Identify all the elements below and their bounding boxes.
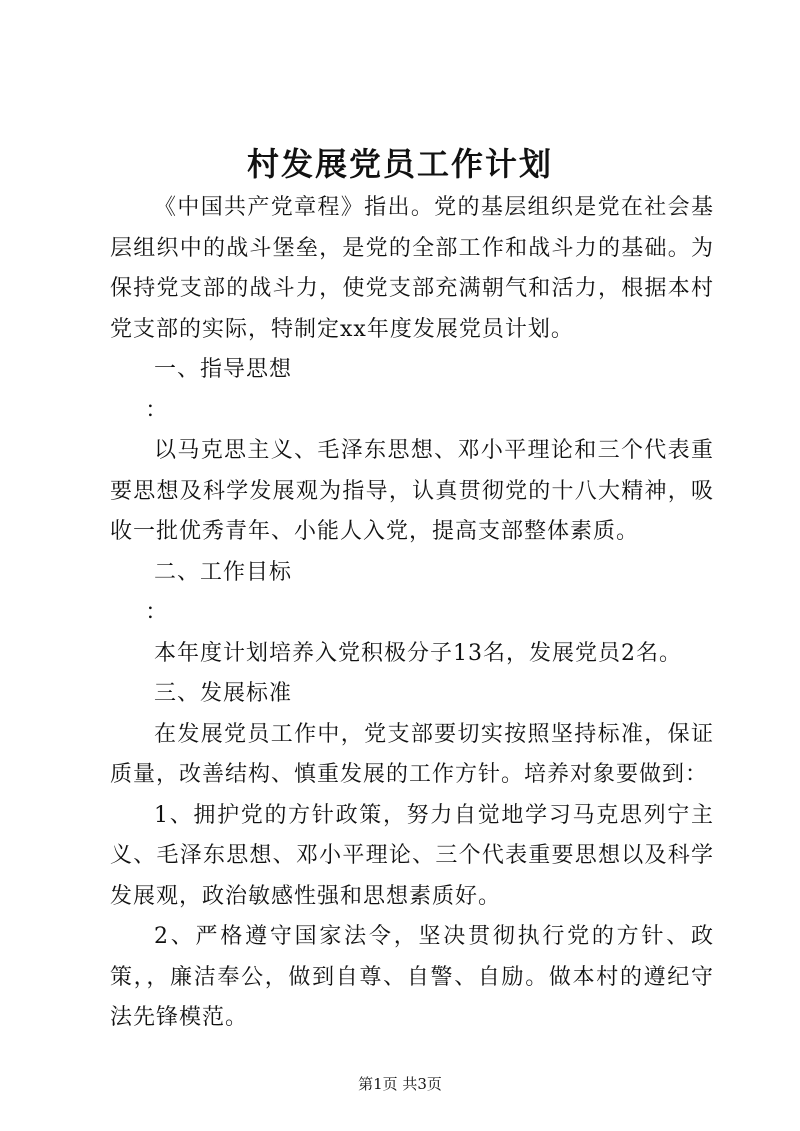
colon-line: ： [145, 600, 169, 625]
section-heading-work-goals: 二、工作目标 [154, 559, 293, 585]
section-heading-guiding-ideology: 一、指导思想 [154, 357, 293, 382]
intro-paragraph: 《中国共产党章程》指出。党的基层组织是党在社会基层组织中的战斗堡垒，是党的全部工作和战斗力的基础。为保持党支部的战斗力，使党支部充满朝气和活力，根据本村党支部的实际，特制定xx年度发展党员计划。 [110, 195, 714, 342]
standards-paragraph: 在发展党员工作中，党支部要切实按照坚持标准，保证质量，改善结构、慎重发展的工作方针。培养对象要做到： [110, 721, 714, 787]
page-number-footer: 第1页 共3页 [358, 1075, 442, 1093]
document-title: 村发展党员工作计划 [246, 145, 553, 183]
colon-line: ： [145, 397, 169, 423]
section-heading-standards: 三、发展标准 [154, 681, 293, 706]
document-body [110, 188, 714, 1039]
guiding-ideology-paragraph: 以马克思主义、毛泽东思想、邓小平理论和三个代表重要思想及科学发展观为指导，认真贯彻党的十八大精神，吸收一批优秀青年、小能人入党，提高支部整体素质。 [110, 438, 714, 544]
work-goals-paragraph: 本年度计划培养入党积极分子13名，发展党员2名。 [154, 640, 682, 666]
standard-item-2: 2、严格遵守国家法令，坚决贯彻执行党的方针、政策，，廉洁奉公，做到自尊、自警、自励。做本村的遵纪守法先锋模范。 [110, 924, 714, 1030]
standard-item-1: 1、拥护党的方针政策，努力自觉地学习马克思列宁主义、毛泽东思想、邓小平理论、三个代表重要思想以及科学发展观，政治敏感性强和思想素质好。 [110, 802, 714, 909]
